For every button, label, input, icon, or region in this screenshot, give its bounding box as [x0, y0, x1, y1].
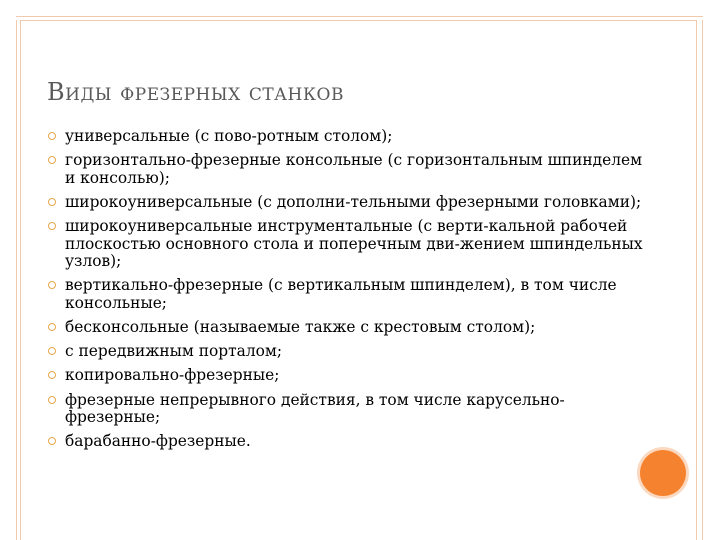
- list-item: [47, 194, 647, 212]
- list-item: [47, 218, 647, 271]
- bullet-list: [47, 128, 647, 457]
- bullet-circle-icon: [48, 371, 56, 379]
- bullet-circle-icon: [48, 437, 56, 445]
- list-item-text: универсальные (с пово-ротным столом);: [65, 127, 393, 145]
- list-item: [47, 128, 647, 146]
- list-item-text: бесконсольные (называемые также с крестовым столом);: [65, 317, 536, 336]
- bullet-circle-icon: [48, 198, 56, 206]
- list-item-text: фрезерные непрерывного действия, в том числе карусельно-фрезерные;: [65, 390, 565, 426]
- bullet-circle-icon: [48, 323, 56, 331]
- slide-title: Виды фрезерных станков: [47, 78, 344, 106]
- list-item-text: широкоуниверсальные инструментальные (с верти-кальной рабочей плоскостью основного стола и поперечным дви-жением шпиндельных узлов);: [65, 217, 643, 271]
- frame-left-line: [16, 20, 17, 540]
- list-item: [47, 152, 647, 187]
- list-item: [47, 319, 647, 337]
- list-item: [47, 367, 647, 385]
- list-item-text: барабанно-фрезерные.: [65, 432, 251, 451]
- list-item-text: вертикально-фрезерные (с вертикальным шпинделем), в том числе консольные;: [65, 276, 617, 312]
- list-item: [47, 392, 647, 427]
- bullet-circle-icon: [48, 347, 56, 355]
- list-item-text: горизонтально-фрезерные консольные (с горизонтальным шпинделем и консолью);: [65, 151, 643, 187]
- list-item-text: копировально-фрезерные;: [65, 366, 280, 385]
- bullet-circle-icon: [48, 396, 56, 404]
- bullet-circle-icon: [48, 132, 56, 140]
- list-item: [47, 343, 647, 361]
- frame-right-line: [702, 20, 703, 540]
- decorative-circle-icon: [640, 450, 686, 496]
- bullet-circle-icon: [48, 156, 56, 164]
- list-item: [47, 433, 647, 451]
- list-item: [47, 277, 647, 312]
- list-item-text: с передвижным порталом;: [65, 342, 283, 361]
- bullet-circle-icon: [48, 281, 56, 289]
- frame-top-line: [16, 16, 703, 17]
- list-item-text: широкоуниверсальные (с дополни-тельными фрезерными головками);: [65, 192, 642, 211]
- bullet-circle-icon: [48, 222, 56, 230]
